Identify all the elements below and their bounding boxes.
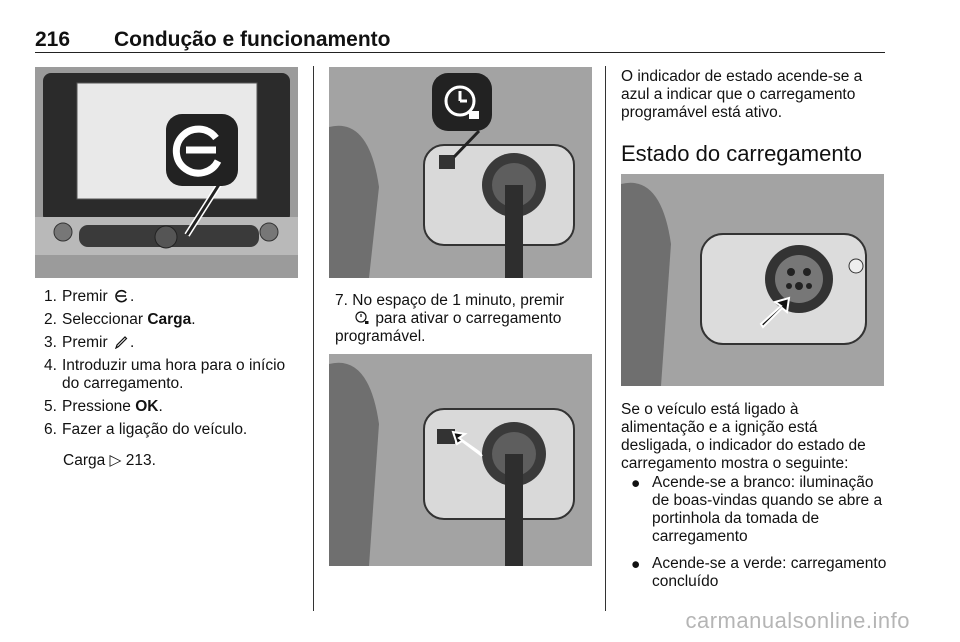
list-item: 5. Pressione OK. — [44, 398, 163, 415]
list-item: ● Acende-se a verde: carregamento concluído — [631, 555, 887, 590]
figure-connector-plugged — [329, 354, 592, 566]
status-description: Se o veículo está ligado à alimentação e a ignição está desligada, o indicador do estado de carregamento mostra o seguinte: — [621, 401, 866, 472]
list-item: 3. Premir . — [44, 334, 135, 351]
instruction-steps — [44, 288, 302, 444]
pencil-icon — [114, 335, 128, 349]
chapter-title: Condução e funcionamento — [114, 28, 391, 51]
column-divider — [313, 66, 314, 611]
bullet-icon: ● — [631, 556, 641, 573]
charging-socket-illustration — [621, 174, 884, 386]
list-item: 2. Seleccionar Carga. — [44, 311, 196, 328]
infotainment-illustration — [35, 67, 298, 278]
figure-charging-socket — [621, 174, 884, 386]
plugged-connector-illustration — [329, 354, 592, 566]
charging-port-illustration — [329, 67, 592, 278]
figure-infotainment-panel — [35, 67, 298, 278]
page-header — [35, 26, 885, 53]
status-indicator-intro: O indicador de estado acende-se a azul a indicar que o carregamento programável está ativo. — [621, 68, 863, 121]
charging-symbol-icon — [114, 289, 128, 303]
watermark: carmanualsonline.info — [685, 608, 910, 633]
section-heading: Estado do carregamento — [621, 141, 862, 166]
figure-charging-port-button — [329, 67, 592, 278]
list-item: 4. Introduzir uma hora para o início do carregamento. — [44, 357, 286, 392]
list-item: 6. Fazer a ligação do veículo. — [44, 421, 248, 438]
cross-reference-link[interactable]: Carga ▷ 213. — [63, 452, 156, 469]
clock-plug-icon — [355, 311, 369, 325]
status-bullets — [621, 474, 891, 600]
page-number: 216 — [35, 28, 71, 51]
arrow-right-icon: ▷ — [109, 452, 122, 469]
bullet-icon: ● — [631, 475, 641, 492]
step-7: 7. No espaço de 1 minuto, premir para ativar o carregamento programável. — [335, 292, 565, 345]
list-item: ● Acende-se a branco: iluminação de boas-vindas quando se abre a portinhola da tomada de carregamento — [631, 474, 883, 545]
column-divider — [605, 66, 606, 611]
list-item: 1. Premir . — [44, 288, 135, 305]
